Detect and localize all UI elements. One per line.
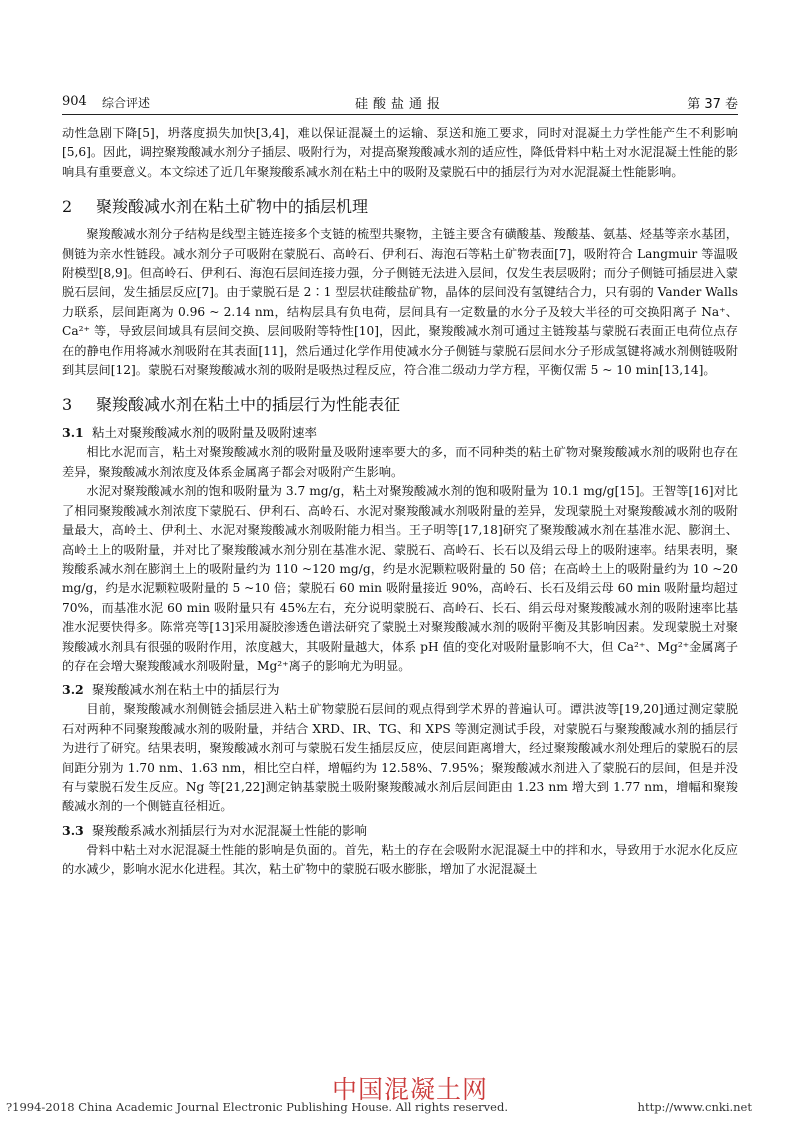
article-body [62,124,738,880]
volume-label: 第 37 卷 [687,97,738,112]
journal-name: 硅酸盐通报 [354,97,445,112]
section-title: 聚羧酸减水剂在粘土矿物中的插层机理 [96,197,369,217]
section-number: 3 [62,395,73,415]
subsection-title: 聚羧酸减水剂在粘土中的插层行为 [92,682,280,698]
section-2-paragraph: 聚羧酸减水剂分子结构是线型主链连接多个支链的梳型共聚物，主链主要含有磺酸基、羧酸基、氨基、烃基等亲水基团，侧链为亲水性链段。减水剂分子可吸附在蒙脱石、高岭石、伊利石、海泡石等粘土矿物表面[7]，吸附符合 Langmuir 等温吸附模型[8,9]。但高岭石、伊利石、海泡石层间连接力强，分子侧链无法进入层间，仅发生表层吸附；而分子侧链可插层进入蒙脱石层间，发生插层反应[7]。由于蒙脱石是 2∶1 型层状硅酸盐矿物，晶体的层间没有氢键结合力，只有弱的 Vander Walls 力联系，层间距离为 0.96 ~ 2.14 nm，结构层具有负电荷，层间具有一定数量的水分子及较大半径的可交换阳离子 Na⁺、Ca²⁺ 等，导致层间域具有层间交换、层间吸附等特性[10]，因此，聚羧酸减水剂可通过主链羧基与蒙脱石表面正电荷位点存在的静电作用将减水剂吸附在其表面[11]，然后通过化学作用使减水分子侧链与蒙脱石层间水分子形成氢键将减水剂侧链吸附到其层间[12]。蒙脱石对聚羧酸减水剂的吸附是吸热过程反应，符合准二级动力学方程，平衡仅需 5 ~ 10 min[13,14]。 [62,227,738,378]
subsection-3-2-heading [62,680,738,698]
subsection-number: 3.1 [62,425,84,441]
subsection-3-2-paragraph: 目前，聚羧酸减水剂侧链会插层进入粘土矿物蒙脱石层间的观点得到学术界的普遍认可。谭洪波等[19,20]通过测定蒙脱石对两种不同聚羧酸减水剂的吸附量，并结合 XRD、IR、TG、和 XPS 等测定测试手段，对蒙脱石与聚羧酸减水剂的插层行为进行了研究。结果表明，聚羧酸减水剂可与蒙脱石发生插层反应，使层间距离增大，经过聚羧酸减水剂处理后的蒙脱石的层间距分别为 1.70 nm、1.63 nm，相比空白样，增幅约为 12.58%、7.95%；聚羧酸减水剂进入了蒙脱石的层间，但是并没有与蒙脱石发生反应。Ng 等[21,22]测定钠基蒙脱土吸附聚羧酸减水剂后层间距由 1.23 nm 增大到 1.77 nm，增幅和聚羧酸减水剂的一个侧链直径相近。 [62,702,738,814]
subsection-3-3-heading [62,821,738,839]
section-3-heading [62,392,738,415]
section-number: 2 [62,197,73,217]
subsection-title: 粘土对聚羧酸减水剂的吸附量及吸附速率 [92,425,318,441]
subsection-title: 聚羧酸系减水剂插层行为对水泥混凝土性能的影响 [92,822,368,838]
page-header [62,92,738,115]
intro-paragraph: 动性急剧下降[5]，坍落度损失加快[3,4]，难以保证混凝土的运输、泵送和施工要求，同时对混凝土力学性能产生不利影响[5,6]。因此，调控聚羧酸减水剂分子插层、吸附行为，对提高聚羧酸减水剂的适应性，降低骨料中粘土对水泥混凝土性能的影响具有重要意义。本文综述了近几年聚羧酸系减水剂在粘土中的吸附及蒙脱石中的插层行为对水泥混凝土性能影响。 [62,126,738,179]
subsection-3-1-paragraph: 水泥对聚羧酸减水剂的饱和吸附量为 3.7 mg/g，粘土对聚羧酸减水剂的饱和吸附量为 10.1 mg/g[15]。王智等[16]对比了相同聚羧酸减水剂浓度下蒙脱石、伊利石、高岭石、水泥对聚羧酸减水剂吸附量的差异，发现蒙脱土对聚羧酸减水剂的吸附量最大，高岭土、伊利土、水泥对聚羧酸减水剂吸附能力相当。王子明等[17,18]研究了聚羧酸减水剂在基准水泥、膨润土、高岭土上的吸附量，并对比了聚羧酸减水剂分别在基准水泥、蒙脱石、高岭石、长石以及绢云母上的吸附速率。结果表明，聚羧酸系减水剂在膨润土上的吸附量约为 110 ~120 mg/g，约是水泥颗粒吸附量的 50 倍；在高岭土上的吸附量约为 10 ~20 mg/g，约是水泥颗粒吸附量的 5 ~10 倍；蒙脱石 60 min 吸附量接近 90%，高岭石、长石及绢云母 60 min 吸附量均超过 70%，而基准水泥 60 min 吸附量只有 45%左右，充分说明蒙脱石、高岭石、长石、绢云母对聚羧酸减水剂的吸附速率比基准水泥要快得多。陈常亮等[13]采用凝胶渗透色谱法研究了蒙脱土对聚羧酸减水剂的吸附平衡及其影响因素。发现蒙脱土对聚羧酸减水剂具有很强的吸附作用，浓度越大，其吸附量越大，体系 pH 值的变化对吸附量影响不大，但 Ca²⁺、Mg²⁺金属离子的存在会增大聚羧酸减水剂吸附量，Mg²⁺离子的影响尤为明显。 [62,484,738,673]
section-title: 聚羧酸减水剂在粘土中的插层行为性能表征 [96,395,401,415]
section-2-heading [62,194,738,217]
footer-link[interactable]: http://www.cnki.net [637,1100,752,1114]
watermark: 中国混凝土网 [332,1075,489,1104]
subsection-number: 3.2 [62,682,84,698]
copyright-text: ?1994-2018 China Academic Journal Electronic Publishing House. All rights reserved. [6,1100,508,1114]
subsection-3-1-heading [62,423,738,441]
section-label: 综合评述 [102,96,151,110]
subsection-number: 3.3 [62,822,84,838]
subsection-3-1-paragraph: 相比水泥而言，粘土对聚羧酸减水剂的吸附量及吸附速率要大的多，而不同种类的粘土矿物对聚羧酸减水剂的吸附也存在差异，聚羧酸减水剂浓度及体系金属离子都会对吸附产生影响。 [62,445,738,479]
subsection-3-3-paragraph: 骨料中粘土对水泥混凝土性能的影响是负面的。首先，粘土的存在会吸附水泥混凝土中的拌和水，导致用于水泥水化反应的水减少，影响水泥水化进程。其次，粘土矿物中的蒙脱石吸水膨胀，增加了水泥混凝土 [62,842,738,877]
page-number: 904 [62,94,87,109]
